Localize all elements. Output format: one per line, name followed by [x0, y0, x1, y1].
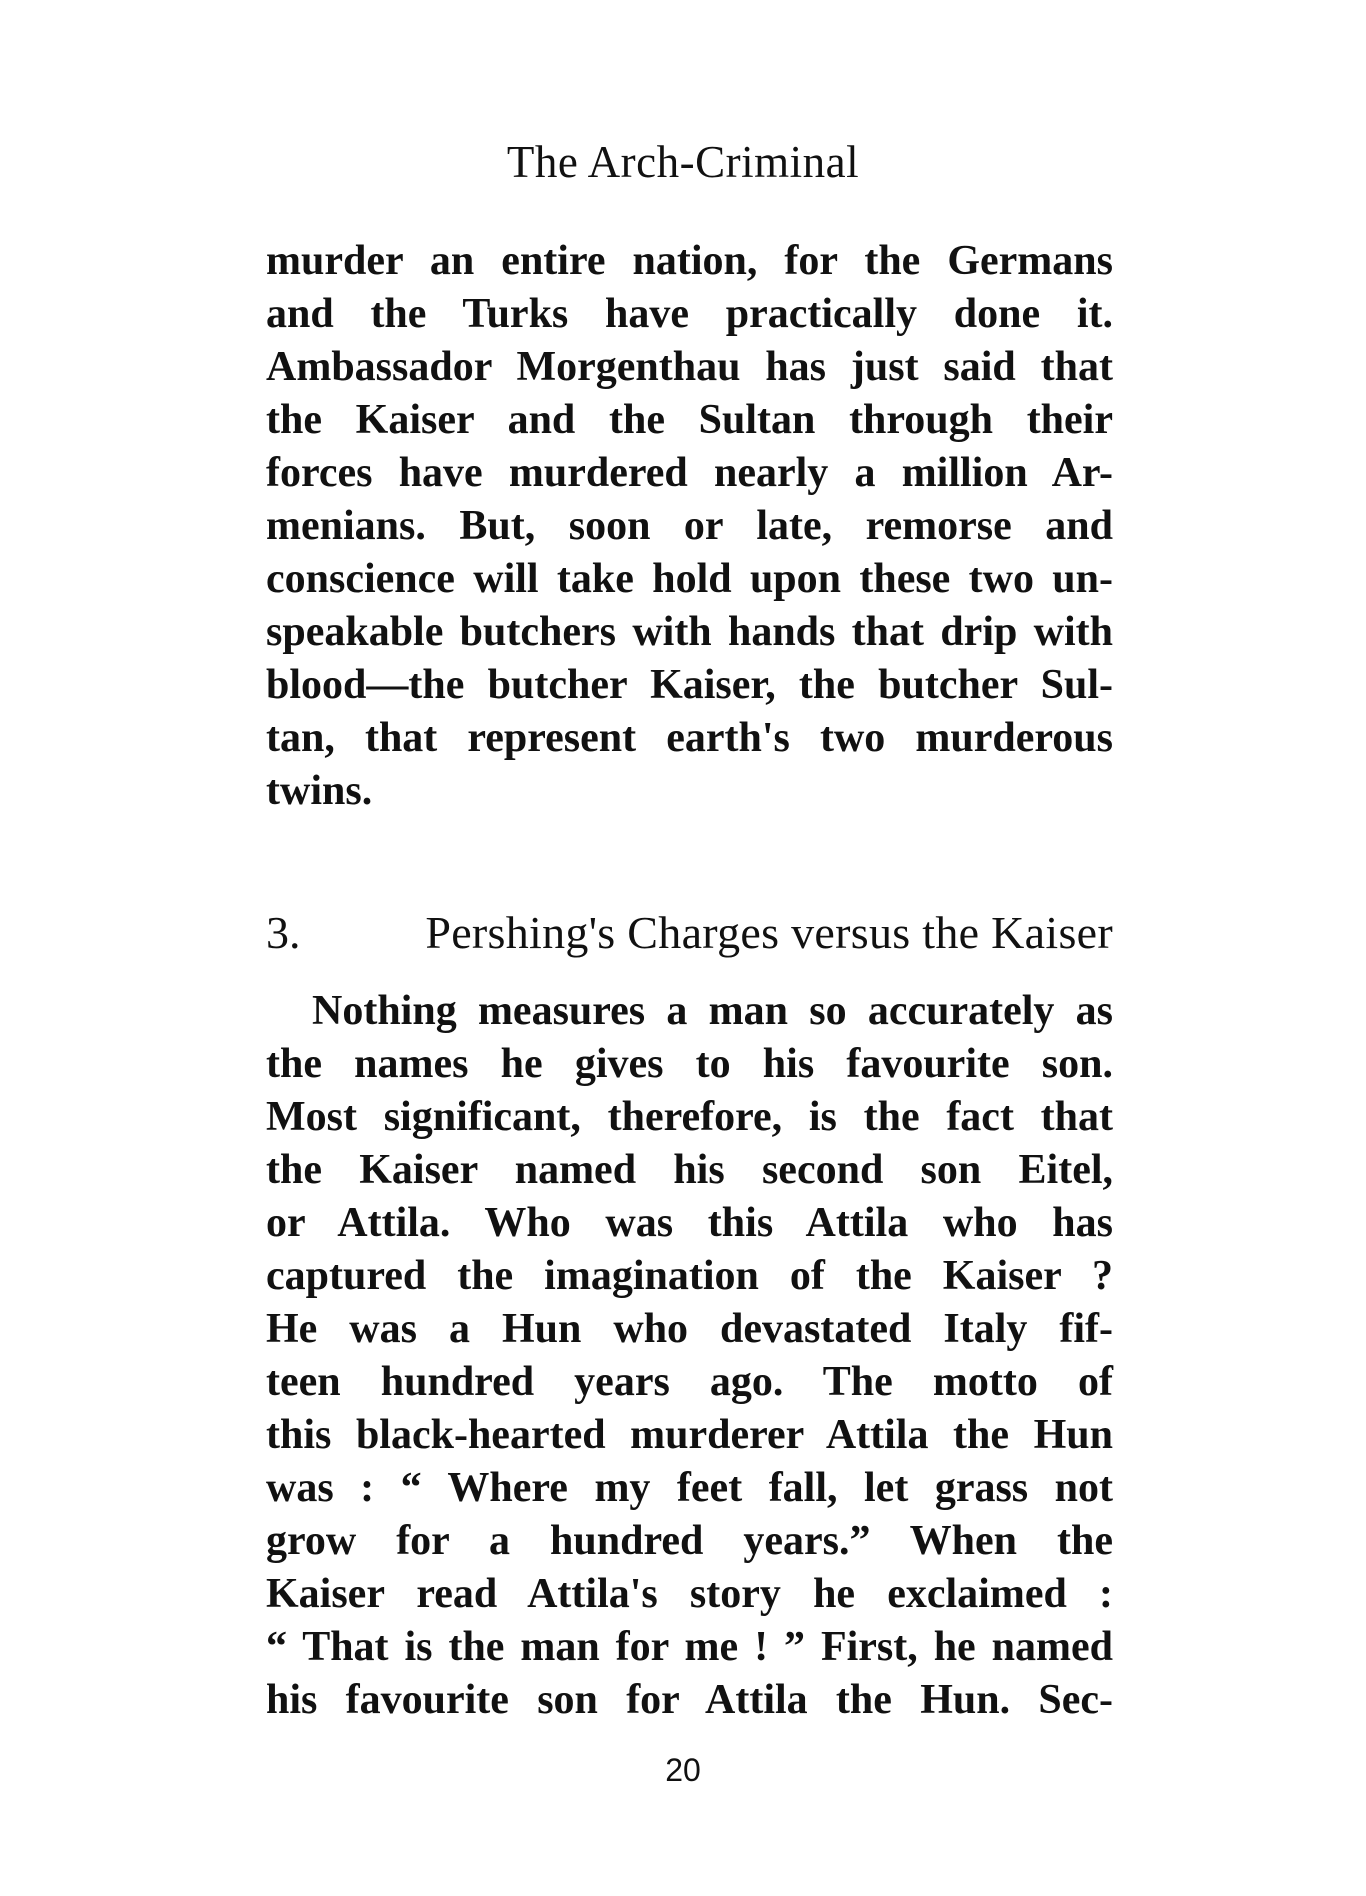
section-title: Pershing's Charges versus the Kaiser	[425, 907, 1113, 958]
text-line: forces have murdered nearly a million Ar-	[266, 450, 1113, 496]
text-line: and the Turks have practically done it.	[266, 291, 1113, 337]
text-line: or Attila. Who was this Attila who has	[266, 1200, 1113, 1246]
text-line: captured the imagination of the Kaiser ?	[266, 1253, 1113, 1299]
text-line: twins.	[266, 768, 373, 814]
paragraph-2	[266, 985, 1113, 1727]
text-line: teen hundred years ago. The motto of	[266, 1359, 1113, 1405]
text-line: Most significant, therefore, is the fact that	[266, 1094, 1113, 1140]
section-number: 3.	[266, 907, 301, 958]
text-line: blood—the butcher Kaiser, the butcher Sul-	[266, 662, 1113, 708]
text-line: the Kaiser and the Sultan through their	[266, 397, 1113, 443]
text-line: the Kaiser named his second son Eitel,	[266, 1147, 1113, 1193]
text-line: Kaiser read Attila's story he exclaimed :	[266, 1571, 1113, 1617]
running-head: The Arch-Criminal	[506, 137, 860, 187]
text-line: “ That is the man for me ! ” First, he named	[266, 1624, 1113, 1670]
text-line: Nothing measures a man so accurately as	[312, 988, 1113, 1034]
text-line: grow for a hundred years.” When the	[266, 1518, 1113, 1564]
text-line: his favourite son for Attila the Hun. Sec-	[266, 1677, 1113, 1723]
text-line: was : “ Where my feet fall, let grass not	[266, 1465, 1113, 1511]
text-line: He was a Hun who devastated Italy fif-	[266, 1306, 1113, 1352]
section-heading	[266, 907, 1113, 958]
text-line: conscience will take hold upon these two un-	[266, 556, 1113, 602]
page-number: 20	[665, 1752, 701, 1788]
text-line: murder an entire nation, for the Germans	[266, 238, 1113, 284]
text-line: tan, that represent earth's two murderous	[266, 715, 1113, 761]
text-line: this black-hearted murderer Attila the Hun	[266, 1412, 1113, 1458]
paragraph-1	[266, 235, 1113, 818]
text-line: the names he gives to his favourite son.	[266, 1041, 1113, 1087]
text-line: menians. But, soon or late, remorse and	[266, 503, 1113, 549]
text-line: speakable butchers with hands that drip with	[266, 609, 1113, 655]
text-line: Ambassador Morgenthau has just said that	[266, 344, 1113, 390]
